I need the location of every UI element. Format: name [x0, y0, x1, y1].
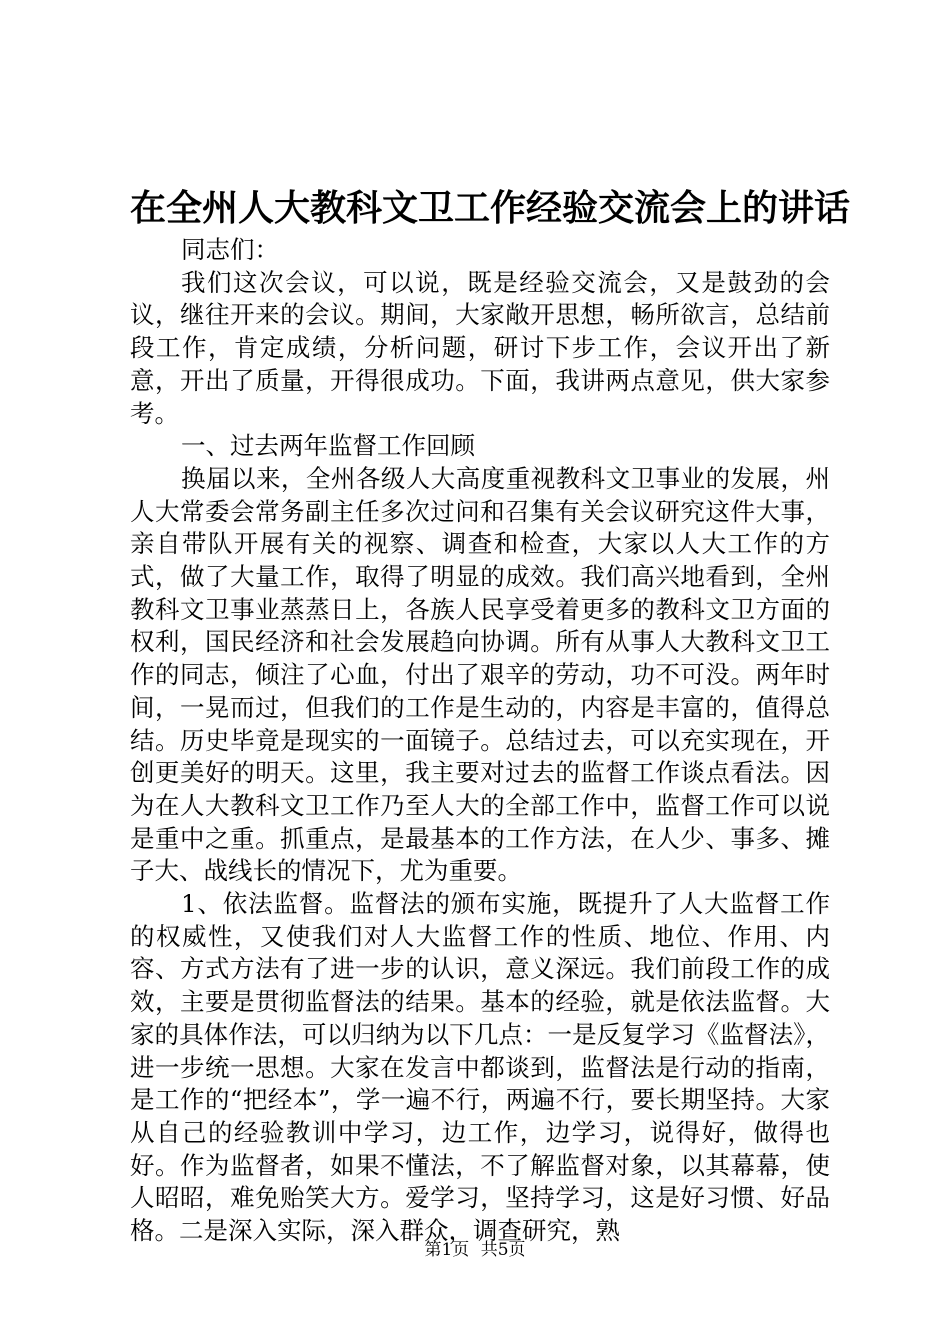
page-total: 共5页 [480, 1240, 526, 1260]
page-number: 第1页 [424, 1240, 470, 1260]
page-footer [0, 1238, 950, 1262]
paragraph-intro: 我们这次会议，可以说，既是经验交流会，又是鼓劲的会议，继往开来的会议。期间，大家敞开思想，畅所欲言，总结前段工作，肯定成绩，分析问题，研讨下步工作，会议开出了新意，开出了质量，开得很成功。下面，我讲两点意见，供大家参考。 [130, 267, 830, 428]
paragraph-salutation: 同志们： [181, 235, 279, 264]
paragraph-lawful-supervision: 1、依法监督。监督法的颁布实施，既提升了人大监督工作的权威性，又使我们对人大监督工作的性质、地位、作用、内容、方式方法有了进一步的认识，意义深远。我们前段工作的成效，主要是贯彻监督法的结果。基本的经验，就是依法监督。大家的具体作法，可以归纳为以下几点：一是反复学习《监督法》，进一步统一思想。大家在发言中都谈到，监督法是行动的指南，是工作的“把经本”，学一遍不行，两遍不行，要长期坚持。大家从自己的经验教训中学习，边工作，边学习，说得好，做得也好。作为监督者，如果不懂法，不了解监督对象，以其幕幕，使人昭昭，难免贻笑大方。爱学习，坚持学习，这是好习惯、好品格。二是深入实际，深入群众，调查研究，熟 [130, 889, 830, 1246]
document-title: 在全州人大教科文卫工作经验交流会上的讲话 [130, 187, 851, 229]
document-body [130, 234, 830, 1248]
paragraph-review: 换届以来，全州各级人大高度重视教科文卫事业的发展，州人大常委会常务副主任多次过问和召集有关会议研究这件大事，亲自带队开展有关的视察、调查和检查，大家以人大工作的方式，做了大量工作，取得了明显的成效。我们高兴地看到，全州教科文卫事业蒸蒸日上，各族人民享受着更多的教科文卫方面的权利，国民经济和社会发展趋向协调。所有从事人大教科文卫工作的同志，倾注了心血，付出了艰辛的劳动，功不可没。两年时间，一晃而过，但我们的工作是生动的，内容是丰富的，值得总结。历史毕竟是现实的一面镜子。总结过去，可以充实现在，开创更美好的明天。这里，我主要对过去的监督工作谈点看法。因为在人大教科文卫工作乃至人大的全部工作中，监督工作可以说是重中之重。抓重点，是最基本的工作方法，在人少、事多、摊子大、战线长的情况下，尤为重要。 [130, 463, 830, 886]
section-heading-1: 一、过去两年监督工作回顾 [181, 431, 475, 461]
